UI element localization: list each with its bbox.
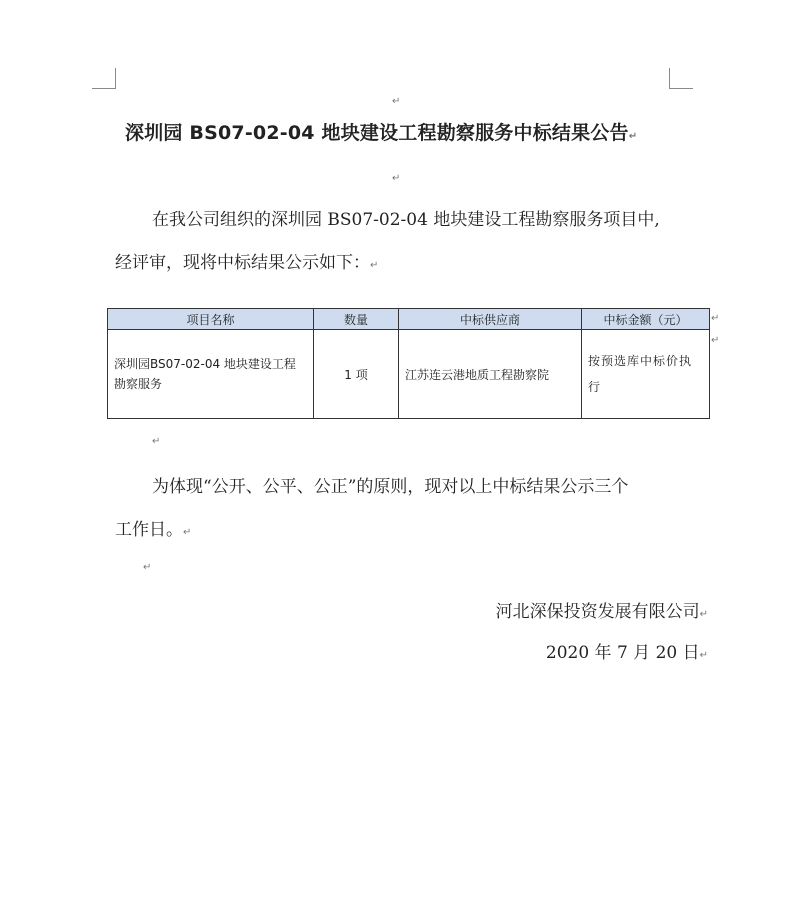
closing-line-2: 工作日。↵ xyxy=(115,520,192,540)
intro-line-1: 在我公司组织的深圳园 BS07-02-04 地块建设工程勘察服务项目中, xyxy=(152,210,660,230)
header-supplier: 中标供应商 xyxy=(399,309,582,330)
intro-line-2: 经评审，现将中标结果公示如下：↵ xyxy=(115,253,379,273)
closing-line-1: 为体现“公开、公平、公正”的原则，现对以上中标结果公示三个 xyxy=(152,477,629,497)
paragraph-mark: ↵ xyxy=(699,650,708,661)
row-end-mark: ↵ xyxy=(711,335,720,346)
cell-project-name: 深圳园BS07-02-04 地块建设工程勘察服务 xyxy=(108,330,314,419)
header-amount: 中标金额（元） xyxy=(582,309,710,330)
cell-amount: 按预选库中标价执行 xyxy=(582,330,710,419)
signature-company: 河北深保投资发展有限公司↵ xyxy=(495,602,708,622)
table-header-row xyxy=(108,309,710,330)
paragraph-mark: ↵ xyxy=(628,131,638,142)
cell-supplier: 江苏连云港地质工程勘察院 xyxy=(399,330,582,419)
paragraph-mark: ↵ xyxy=(392,173,401,184)
paragraph-mark: ↵ xyxy=(699,609,708,620)
award-result-table xyxy=(107,308,710,419)
paragraph-mark: ↵ xyxy=(370,260,379,271)
header-quantity: 数量 xyxy=(314,309,399,330)
signature-date: 2020 年 7 月 20 日↵ xyxy=(545,643,708,663)
announcement-title: 深圳园 BS07-02-04 地块建设工程勘察服务中标结果公告↵ xyxy=(125,122,638,144)
paragraph-mark: ↵ xyxy=(183,527,192,538)
row-end-mark: ↵ xyxy=(711,313,720,324)
cell-quantity: 1 项 xyxy=(314,330,399,419)
paragraph-mark: ↵ xyxy=(152,436,161,447)
paragraph-mark: ↵ xyxy=(392,96,401,107)
table-row xyxy=(108,330,710,419)
paragraph-mark: ↵ xyxy=(143,562,152,573)
crop-mark-top-right xyxy=(669,68,693,89)
crop-mark-top-left xyxy=(92,68,116,89)
header-project-name: 项目名称 xyxy=(108,309,314,330)
